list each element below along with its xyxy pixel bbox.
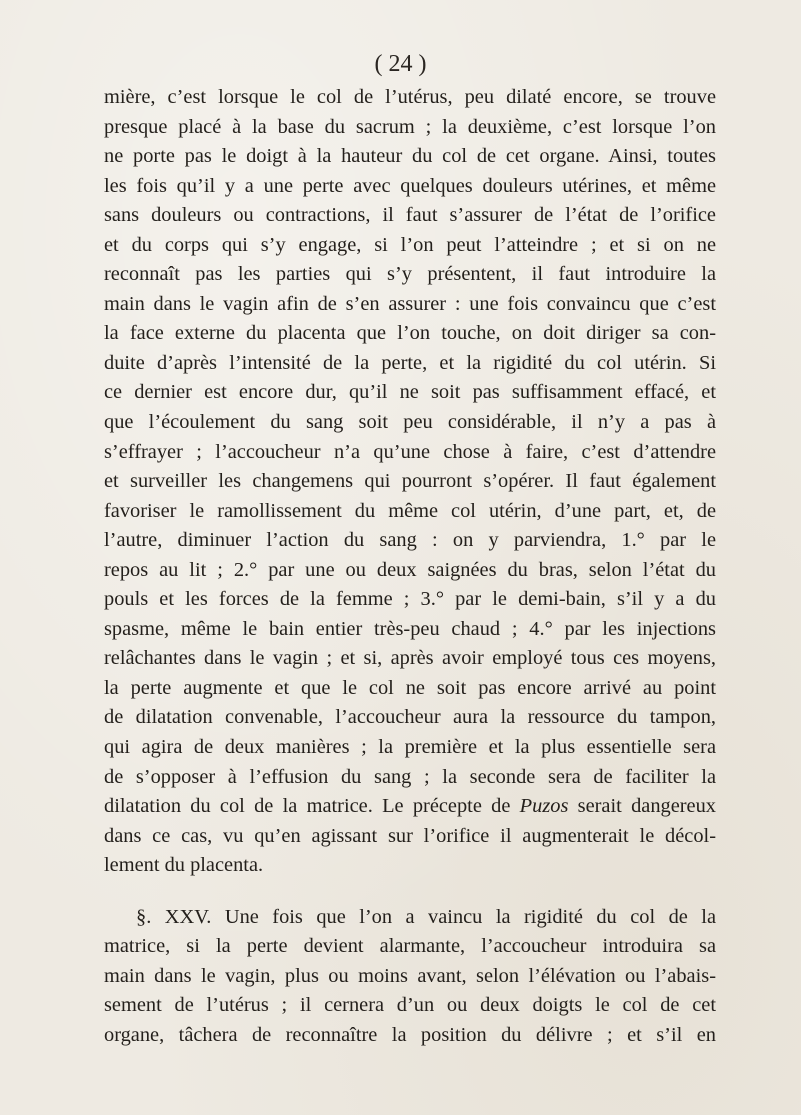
text-line: l’autre, diminuer l’action du sang : on y parviendra, 1.° par le [104,529,716,552]
text-line: ce dernier est encore dur, qu’il ne soit pas suffisamment effacé, et [104,381,716,404]
text-line: sans douleurs ou contractions, il faut s’assurer de l’état de l’orifice [104,204,716,227]
text-line: dans ce cas, vu qu’en agissant sur l’orifice il augmenterait le décol- [104,824,716,847]
text-line: spasme, même le bain entier très-peu chaud ; 4.° par les injections [104,617,716,640]
text-line: et du corps qui s’y engage, si l’on peut l’atteindre ; et si on ne [104,233,716,256]
text-line: s’effrayer ; l’accoucheur n’a qu’une chose à faire, c’est d’attendre [104,440,716,463]
body-text [104,83,716,1051]
page-number: ( 24 ) [374,51,427,77]
text-line: mière, c’est lorsque le col de l’utérus, peu dilaté encore, se trouve [104,86,716,108]
text-line: presque placé à la base du sacrum ; la deuxième, c’est lorsque l’on [104,115,716,138]
text-line: sement de l’utérus ; il cernera d’un ou deux doigts le col de cet [104,994,716,1017]
text-line: et surveiller les changemens qui pourront s’opérer. Il faut également [104,470,716,493]
paragraph-1 [104,83,716,881]
text-line: main dans le vagin afin de s’en assurer : une fois convaincu que c’est [104,292,716,315]
text-line: de dilatation convenable, l’accoucheur aura la ressource du tampon, [104,706,716,729]
section-heading-line: §. XXV. Une fois que l’on a vaincu la rigidité du col de la [136,905,716,928]
text-line: pouls et les forces de la femme ; 3.° par le demi-bain, s’il y a du [104,588,716,611]
text-line: duite d’après l’intensité de la perte, et la rigidité du col utérin. Si [104,351,716,374]
text-line: reconnaît pas les parties qui s’y présentent, il faut introduire la [104,263,716,286]
text-line: de s’opposer à l’effusion du sang ; la seconde sera de faciliter la [104,765,716,788]
text-line-with-italic-name: dilatation du col de la matrice. Le précepte de Puzos serait dangereux [104,795,716,818]
text-line: la perte augmente et que le col ne soit pas encore arrivé au point [104,676,716,699]
author-name-italic: Puzos [519,795,569,818]
text-line: lement du placenta. [104,854,264,877]
text-line: les fois qu’il y a une perte avec quelques douleurs utérines, et même [104,174,716,197]
text-line: organe, tâchera de reconnaître la position du délivre ; et s’il en [104,1023,716,1046]
text-line: repos au lit ; 2.° par une ou deux saignées du bras, selon l’état du [104,558,716,581]
text-line: matrice, si la perte devient alarmante, l’accoucheur introduira sa [104,935,716,958]
text-line: favoriser le ramollissement du même col utérin, d’une part, et, de [104,499,716,522]
text-line: la face externe du placenta que l’on touche, on doit diriger sa con- [104,322,716,345]
text-line: qui agira de deux manières ; la première et la plus essentielle sera [104,736,716,759]
text-line: ne porte pas le doigt à la hauteur du col de cet organe. Ainsi, toutes [104,145,716,168]
text-line: que l’écoulement du sang soit peu considérable, il n’y a pas à [104,411,716,434]
paragraph-gap [104,881,716,903]
paragraph-2-section-xxv [104,903,716,1051]
text-line: relâchantes dans le vagin ; et si, après avoir employé tous ces moyens, [104,647,716,670]
text-line: main dans le vagin, plus ou moins avant, selon l’élévation ou l’abais- [104,964,716,987]
